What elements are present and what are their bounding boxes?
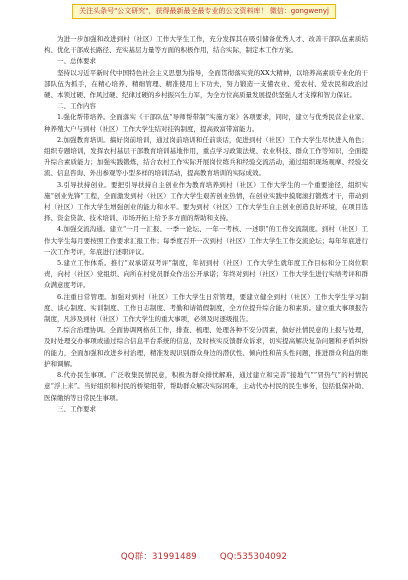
- body-paragraph: 3.引导扶持创业。要把引导扶持自主创业作为教育培养到村（社区）工作大学生的一个重要途径，组织实施“创业先锋”工程，全面激发到村（社区）工作大学生艰苦创业热情，在创业实践中摸爬滚打锻炼才干，带动到村（社区）工作大学生增强创业的能力和水平。要为到村（社区）工作大学生自主创业创造良好环境，在项目选择、资金贷款、技术培训、市场开拓上给予多方面的帮助和支持。: [44, 180, 368, 223]
- body-paragraph: 8.代办民生事项。广泛收集民情民意，积极为群众排忧解难，通过建立和完善“接地气”“冒热气”的村情民意“浮上来”。当好组织和村民的桥梁纽带，帮助群众解决实际困难，主动代办村民的民生事务，包括低保补助、医保缴纳等日常民生事项。: [44, 371, 368, 402]
- qq-number-text: QQ:535304092: [219, 552, 288, 562]
- contact-footer: [0, 550, 408, 562]
- body-paragraph: 2.加强教育培训。搞好岗前培训，通过岗前培训和任前谈话，促进到村（社区）工作大学生尽快进入角色；组织专题培训，发挥农村基层干部教育培训基地作用，重点学习政策法规、农业科技、群众工作等知识，全面提升综合素质能力；加强实践锻炼，结合农村工作实际开展岗位练兵和经验交流活动，通过组织现场观摩、经验交流、信息咨询、外出参观等小型多样的培训活动，提高教育培训的实际成效。: [44, 135, 368, 178]
- body-paragraph: 6.注重日常管理。加强对到村（社区）工作大学生日常管理，要建立健全到村（社区）工作大学生学习制度、谈心制度、实训制度、工作日志制度、考勤和请销假制度，全方位提升综合能力和素质。建立重大事项报告制度，凡涉及到村（社区）工作大学生的重大事项，必须及时逐级报告。: [44, 292, 368, 324]
- body-paragraph: 坚持以习近平新时代中国特色社会主义思想为指导，全面贯彻落实党的XX大精神，以培养高素质专业化的干部队伍为抓手，在精心培养、精细管理、精准使用上下功夫，努力锻造一支懂农业、爱农村、爱农民和政治过硬、本领过硬、作风过硬、纪律过硬的乡村振兴生力军，为全方位高质量发展提供坚强人才支撑和智力保证。: [44, 68, 368, 100]
- promo-banner: 关注头条号"公文研究"，获得最新最全最专业的公文资料库！ 微信：gongwenyj: [72, 4, 336, 19]
- qq-group-text: QQ群：31991489: [120, 552, 197, 562]
- body-paragraph: 5.建立工作体系。推行“双承诺双考评”制度，年初到村（社区）工作大学生就年度工作目标和分工岗位职责，向村（社区）党组织、向所在村党员群众作出公开承诺；年终对到村（社区）工作大学生进行实绩考评和群众满意度考评。: [44, 259, 368, 290]
- intro-paragraph: 为进一步加强和改进到村（社区）工作大学生工作，充分发挥其在吸引储备优秀人才、改善干部队伍素质结构、优化干部成长路径、充实基层力量等方面的积极作用，结合实际，制定本工作方案。: [44, 35, 368, 55]
- section-heading: 一、总体要求: [57, 57, 96, 66]
- section-heading: 二、工作内容: [57, 102, 96, 111]
- body-paragraph: 1.强化帮带培养。全面落实《干部队伍“导师帮带制”实施方案》各项要求，同时，建立与优秀民营企业家、种养殖大户与到村（社区）工作大学生结对挂钩制度，提高致富带富能力。: [44, 113, 368, 133]
- section-heading: 三、工作要求: [57, 404, 96, 413]
- body-paragraph: 4.加强交流沟通。建立“一月一汇报、一季一论坛、一年一考核、一述职”的工作交流制度。到村（社区）工作大学生每月要按照工作要求汇报工作；每季度召开一次到村（社区）工作大学生工作交流论坛；每年年底进行一次工作考评，年底进行述职评议。: [44, 225, 368, 256]
- document-body: [44, 34, 368, 542]
- body-paragraph: 7.综合治理协调。全面协调网格员工作，排查、梳理、处理各种不安分因素，做好社情民意的上报与处理，及时处理交办事项或通过综合信息平台系统的信息，及时核实反馈群众诉求，切实提高解决复杂问题和矛盾纠纷的能力，全面加强和改进乡村治理，精准发现识别群众身边的潜伏性、倾向性和苗头性问题，推进群众利益的维护和调解。: [44, 326, 368, 368]
